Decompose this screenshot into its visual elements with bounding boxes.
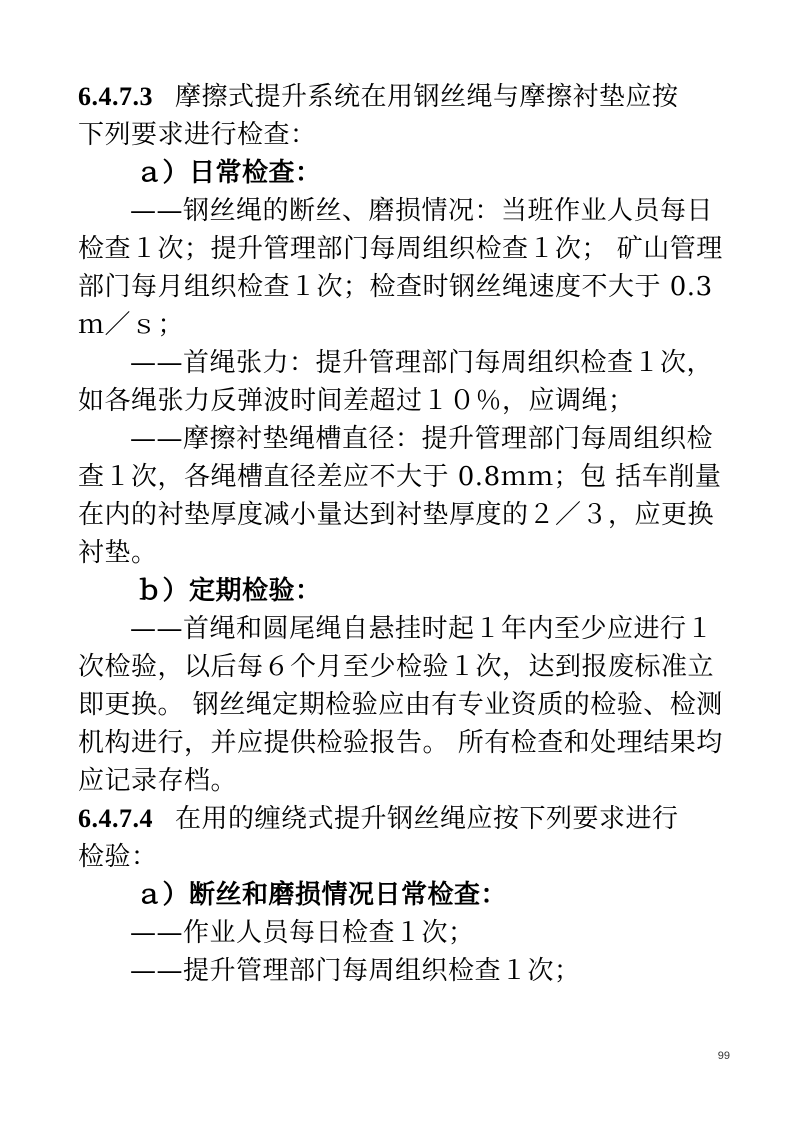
paragraph-line: ——摩擦衬垫绳槽直径：提升管理部门每周组织检 [130, 424, 714, 454]
section-number: 6.4.7.3 [78, 82, 153, 111]
subheading-daily-check: ａ）日常检查： [136, 158, 322, 188]
subheading-periodic-inspection: ｂ）定期检验： [136, 576, 322, 606]
document-body [78, 78, 726, 990]
paragraph-line: 在内的衬垫厚度减小量达到衬垫厚度的２／３，应更换 [78, 500, 715, 530]
paragraph-line: ——首绳和圆尾绳自悬挂时起１年内至少应进行１ [130, 614, 714, 644]
paragraph-line: 即更换。 钢丝绳定期检验应由有专业资质的检验、检测 [78, 690, 723, 720]
paragraph-line: 检验： [78, 842, 158, 872]
paragraph-line: 查１次，各绳槽直径差应不大于 0.8ｍｍ；包 括车削量 [78, 462, 722, 492]
section-heading-6-4-7-4 [78, 800, 726, 838]
paragraph-line: ——提升管理部门每周组织检查１次； [130, 956, 581, 986]
paragraph-line: 应记录存档。 [78, 766, 238, 796]
paragraph-line: 机构进行，并应提供检验报告。 所有检查和处理结果均 [78, 728, 723, 758]
paragraph-line: 检查１次；提升管理部门每周组织检查１次； 矿山管理 [78, 234, 723, 264]
paragraph-line: ｍ／ｓ； [78, 310, 185, 340]
subheading-wire-break-check: ａ）断丝和磨损情况日常检查： [136, 880, 508, 910]
paragraph-line: ——作业人员每日检查１次； [130, 918, 475, 948]
section-heading-6-4-7-3 [78, 78, 726, 116]
heading-text: 在用的缠绕式提升钢丝绳应按下列要求进行 [175, 804, 679, 834]
paragraph-line: 如各绳张力反弹波时间差超过１０％，应调绳； [78, 386, 635, 416]
paragraph-line: ——首绳张力：提升管理部门每周组织检查１次， [130, 348, 714, 378]
page-number: 99 [717, 1050, 730, 1062]
heading-text: 摩擦式提升系统在用钢丝绳与摩擦衬垫应按 [175, 82, 679, 112]
paragraph-line: 衬垫。 [78, 538, 158, 568]
paragraph-line: ——钢丝绳的断丝、磨损情况：当班作业人员每日 [130, 196, 714, 226]
section-number: 6.4.7.4 [78, 804, 153, 833]
paragraph-line: 下列要求进行检查： [78, 120, 317, 150]
paragraph-line: 次检验，以后每６个月至少检验１次，达到报废标准立 [78, 652, 715, 682]
paragraph-line: 部门每月组织检查１次；检查时钢丝绳速度不大于 0.3 [78, 272, 713, 302]
